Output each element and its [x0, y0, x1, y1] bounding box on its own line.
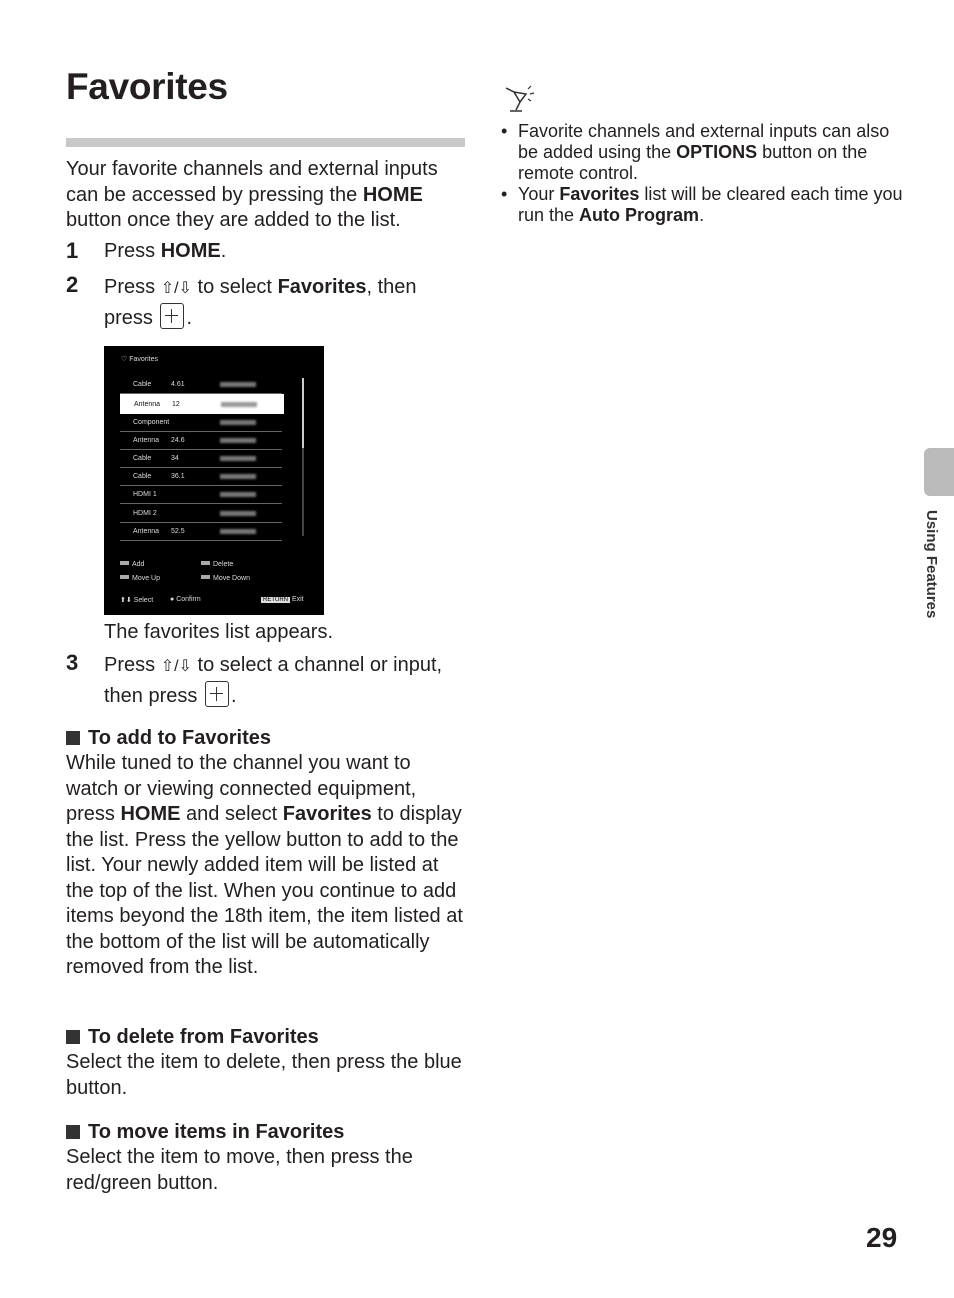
section-text: Select the item to move, then press the red/green button.	[66, 1146, 413, 1194]
legend-confirm: ● Confirm	[170, 596, 201, 603]
step-text: Press HOME.	[104, 240, 227, 262]
screen-caption: The favorites list appears.	[104, 621, 333, 643]
list-item: Antenna 24.6	[120, 431, 282, 450]
legend-select: ⬆⬇ Select	[120, 597, 154, 604]
side-tab-label: Using Features	[923, 510, 940, 619]
page-title: Favorites	[66, 66, 228, 107]
favorites-screen	[104, 346, 324, 615]
square-bullet-icon	[66, 731, 80, 745]
tip-text: Favorite channels and external inputs can also be added using the OPTIONS button on the remote control.	[518, 121, 890, 183]
tip-lamp-icon	[500, 84, 538, 119]
side-tab	[924, 448, 954, 496]
page-number: 29	[866, 1222, 898, 1253]
step-text: Press ⇧/⇩ to select a channel or input, then press .	[104, 654, 443, 707]
step-number: 1	[66, 238, 79, 263]
scrollbar-thumb	[302, 378, 304, 448]
step-number: 2	[66, 272, 79, 297]
section-heading: To delete from Favorites	[66, 1026, 319, 1049]
section-heading: To add to Favorites	[66, 727, 271, 750]
list-item: Component	[120, 413, 282, 432]
list-item: Cable 34	[120, 449, 282, 468]
step-number: 3	[66, 650, 79, 675]
section-heading: To move items in Favorites	[66, 1121, 344, 1144]
bullet-dot: •	[501, 184, 508, 204]
section-text: While tuned to the channel you want to watch or viewing connected equipment, press HOME and select Favorites to display the list. Press the yellow button to add to the list. Your newly added item will be listed at the top of the list. When you continue to add items beyond the 18th item, the item listed at the bottom of the list will be automatically removed from the list.	[66, 752, 463, 978]
step-text: Press ⇧/⇩ to select Favorites, then press .	[104, 276, 417, 329]
square-bullet-icon	[66, 1030, 80, 1044]
bullet-dot: •	[501, 121, 508, 141]
section-text: Select the item to delete, then press the blue button.	[66, 1051, 462, 1099]
square-bullet-icon	[66, 1125, 80, 1139]
tip-text: Your Favorites list will be cleared each time you run the Auto Program.	[518, 184, 903, 225]
intro-text: Your favorite channels and external inputs can be accessed by pressing the HOME button once they are added to the list.	[66, 158, 438, 231]
legend-move-down: Move Down	[201, 575, 250, 582]
up-down-arrow-icon: ⇧/⇩	[160, 658, 192, 675]
list-item: Cable 4.61	[120, 375, 282, 394]
up-down-arrow-icon: ⬆⬇	[120, 597, 134, 604]
legend-exit: RETURN Exit	[263, 596, 304, 603]
title-rule	[66, 138, 465, 147]
list-item: Antenna 12	[120, 394, 284, 414]
screen-header: ♡ Favorites	[121, 356, 159, 363]
list-item: HDMI 2	[120, 504, 282, 523]
legend-add: Add	[120, 561, 144, 568]
legend-delete: Delete	[201, 561, 233, 568]
list-item: Antenna 52.5	[120, 522, 282, 541]
legend-move-up: Move Up	[120, 575, 160, 582]
list-item: Cable 36.1	[120, 467, 282, 486]
list-item: HDMI 1	[120, 485, 282, 504]
confirm-icon: ●	[170, 596, 177, 603]
up-down-arrow-icon: ⇧/⇩	[160, 280, 192, 297]
enter-button-icon	[160, 303, 184, 329]
enter-button-icon	[205, 681, 229, 707]
return-key: RETURN	[263, 597, 288, 603]
